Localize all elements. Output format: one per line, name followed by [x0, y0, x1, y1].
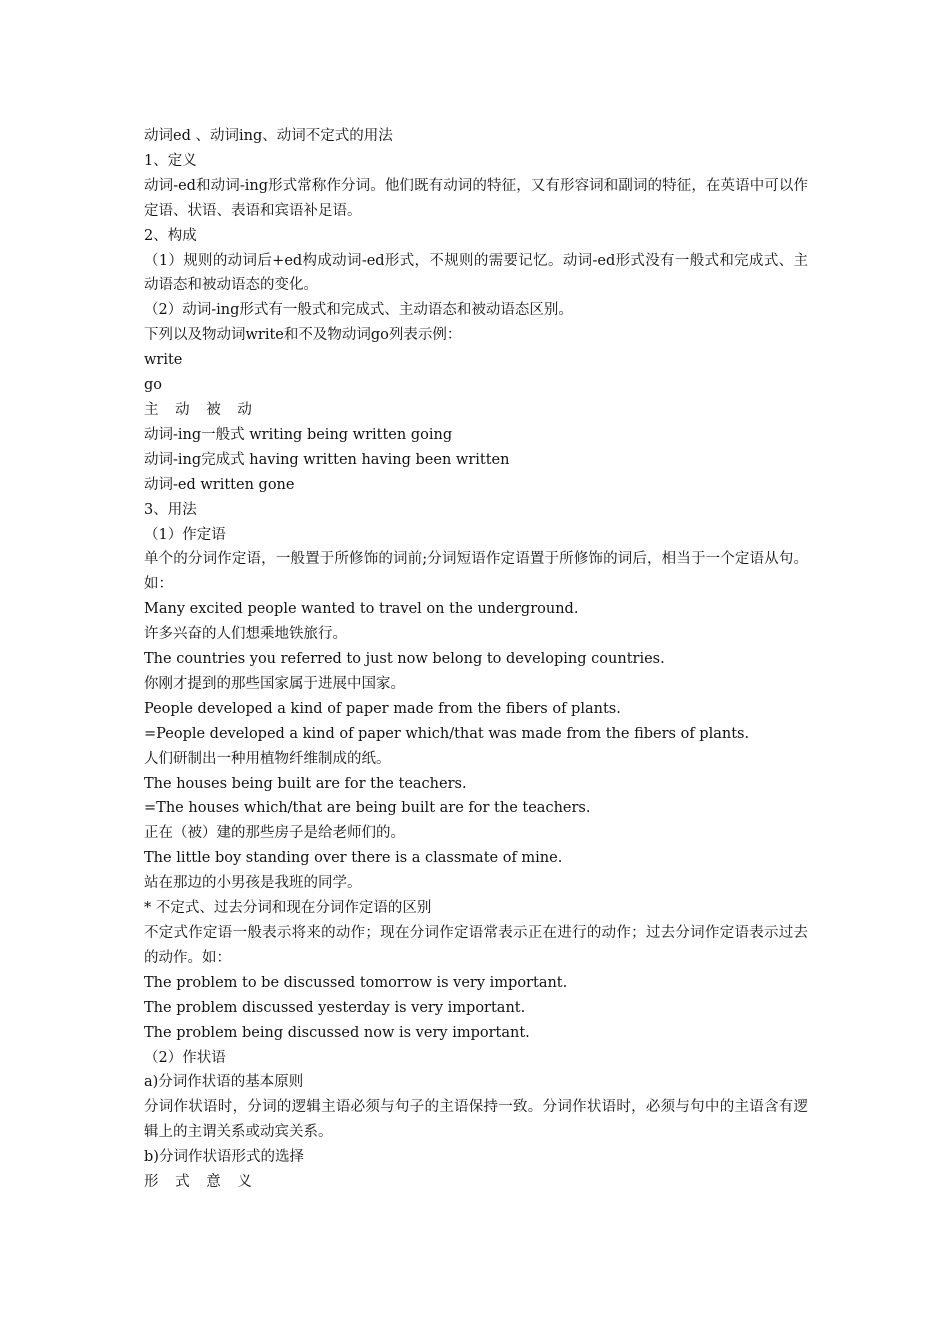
text-line: 主 动 被 动 [144, 401, 258, 418]
text-paragraph: （1）规则的动词后+ed构成动词-ed形式，不规则的需要记忆。动词-ed形式没有一般式和完成式、主动语态和被动语态的变化。 [144, 252, 808, 294]
text-line: 动词-ing完成式 having written having been written [144, 451, 510, 468]
text-line: 动词-ing一般式 writing being written going [144, 426, 453, 443]
text-line: go [144, 377, 163, 394]
text-line: write [144, 352, 183, 369]
text-line: The problem discussed yesterday is very important. [144, 999, 526, 1016]
text-line: People developed a kind of paper made from the fibers of plants. [144, 700, 621, 717]
text-line: 站在那边的小男孩是我班的同学。 [144, 875, 362, 892]
document-body [144, 124, 808, 1195]
text-line: The countries you referred to just now belong to developing countries. [144, 651, 665, 668]
text-line: a)分词作状语的基本原则 [144, 1074, 304, 1091]
text-line: =The houses which/that are being built are for the teachers. [144, 800, 591, 817]
text-line: 动词ed 、动词ing、动词不定式的用法 [144, 128, 393, 144]
text-paragraph: 分词作状语时，分词的逻辑主语必须与句子的主语保持一致。分词作状语时，必须与句中的主语含有逻辑上的主谓关系或动宾关系。 [144, 1099, 808, 1141]
text-paragraph: 单个的分词作定语，一般置于所修饰的词前;分词短语作定语置于所修饰的词后，相当于一个定语从句。如： [144, 551, 808, 593]
text-line: The little boy standing over there is a classmate of mine. [144, 850, 563, 867]
text-paragraph: 不定式作定语一般表示将来的动作；现在分词作定语常表示正在进行的动作；过去分词作定语表示过去的动作。如： [144, 925, 808, 966]
text-line: 动词-ed written gone [144, 476, 295, 493]
text-line: 形 式 意 义 [144, 1174, 258, 1191]
text-line: The houses being built are for the teachers. [144, 775, 467, 792]
text-line: The problem to be discussed tomorrow is very important. [144, 974, 568, 991]
text-line: b)分词作状语形式的选择 [144, 1149, 304, 1166]
text-line: Many excited people wanted to travel on the underground. [144, 601, 579, 618]
text-line: =People developed a kind of paper which/that was made from the fibers of plants. [144, 725, 750, 742]
text-line: 3、用法 [144, 501, 197, 518]
text-line: （2）作状语 [144, 1049, 226, 1066]
text-line: （2）动词-ing形式有一般式和完成式、主动语态和被动语态区别。 [144, 302, 573, 319]
text-line: 许多兴奋的人们想乘地铁旅行。 [144, 626, 347, 643]
text-line: 下列以及物动词write和不及物动词go列表示例： [144, 327, 462, 344]
text-line: （1）作定语 [144, 526, 226, 543]
text-line: The problem being discussed now is very important. [144, 1024, 530, 1041]
text-line: 人们研制出一种用植物纤维制成的纸。 [144, 750, 391, 767]
text-line: 你刚才提到的那些国家属于进展中国家。 [144, 675, 405, 692]
text-line: 1、定义 [144, 152, 197, 169]
text-line: 正在（被）建的那些房子是给老师们的。 [144, 825, 405, 842]
text-line: * 不定式、过去分词和现在分词作定语的区别 [144, 900, 432, 917]
text-line: 2、构成 [144, 227, 197, 244]
text-paragraph: 动词-ed和动词-ing形式常称作分词。他们既有动词的特征，又有形容词和副词的特征，在英语中可以作定语、状语、表语和宾语补足语。 [144, 177, 808, 219]
